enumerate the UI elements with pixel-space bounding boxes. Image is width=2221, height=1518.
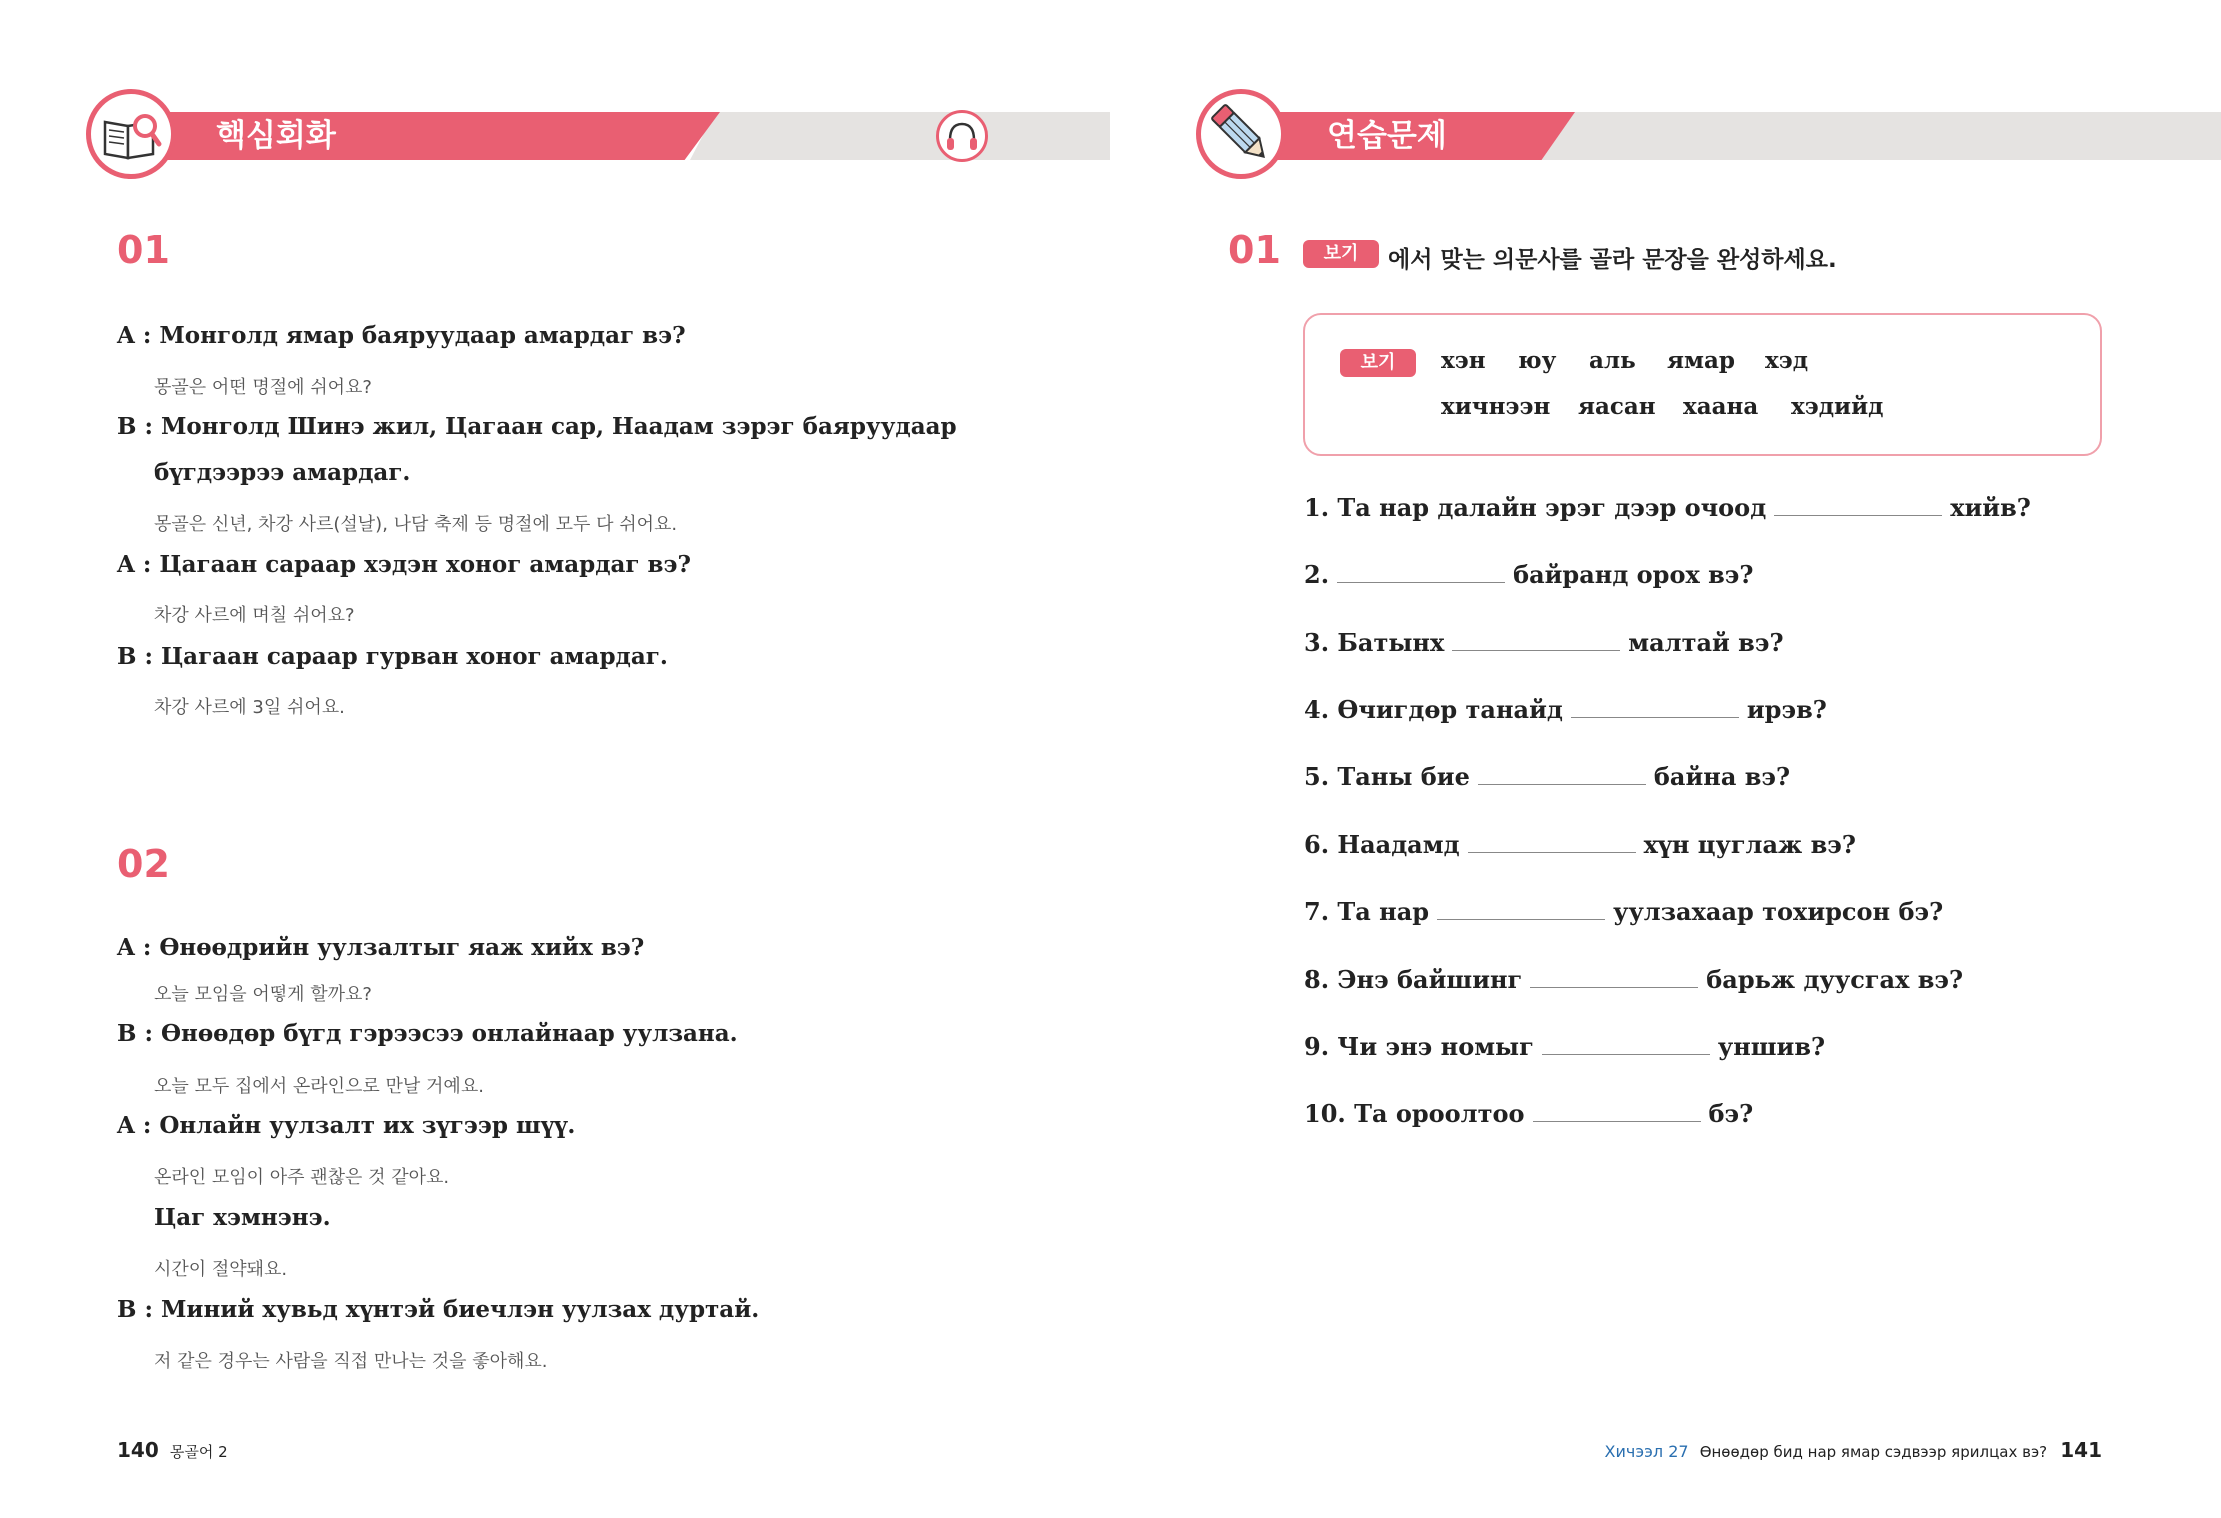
word-bank-item: аль bbox=[1589, 347, 1636, 374]
question-text: уулзахаар тохирсон бэ? bbox=[1613, 897, 1944, 926]
pencil-icon bbox=[1201, 94, 1281, 174]
translation-line: 차강 사르에 3일 쉬어요. bbox=[154, 697, 345, 718]
word-bank bbox=[1303, 313, 2102, 456]
right-header-title: 연습문제 bbox=[1327, 118, 1447, 154]
question-text: ирэв? bbox=[1746, 695, 1827, 724]
question-text: хийв? bbox=[1950, 493, 2031, 522]
question-1 bbox=[1304, 493, 2031, 522]
dialog-line: B : Өнөөдөр бүгд гэрээсээ онлайнаар уулзана. bbox=[117, 1020, 738, 1047]
exercise-instruction: 에서 맞는 의문사를 골라 문장을 완성하세요. bbox=[1388, 247, 1837, 273]
translation-line: 온라인 모임이 아주 괜찮은 것 같아요. bbox=[154, 1167, 450, 1188]
question-text: малтай вэ? bbox=[1628, 628, 1784, 657]
translation-line: 저 같은 경우는 사람을 직접 만나는 것을 좋아해요. bbox=[154, 1351, 548, 1372]
right-footer bbox=[1605, 1438, 2102, 1462]
dialog-line: B : Монголд Шинэ жил, Цагаан сар, Наадам зэрэг баяруудаар bbox=[117, 413, 957, 440]
book-title: 몽골어 2 bbox=[169, 1443, 228, 1461]
question-text: хүн цуглаж вэ? bbox=[1643, 830, 1856, 859]
lesson-label: Хичээл 27 bbox=[1604, 1442, 1689, 1461]
question-2 bbox=[1304, 560, 1753, 589]
left-header-band bbox=[690, 112, 1110, 160]
question-9 bbox=[1304, 1032, 1825, 1061]
exercise-number: 01 bbox=[1228, 228, 1281, 272]
word-bank-item: хэдийд bbox=[1791, 393, 1884, 420]
answer-blank[interactable] bbox=[1530, 965, 1698, 988]
answer-blank[interactable] bbox=[1337, 560, 1505, 583]
question-text: уншив? bbox=[1717, 1032, 1826, 1061]
answer-blank[interactable] bbox=[1452, 628, 1620, 651]
question-10 bbox=[1304, 1099, 1753, 1128]
dialog-line: A : Өнөөдрийн уулзалтыг яаж хийх вэ? bbox=[117, 934, 645, 961]
right-header-badge bbox=[1196, 89, 1286, 179]
right-header-band bbox=[1530, 112, 2221, 160]
question-4 bbox=[1304, 695, 1827, 724]
question-text: 8. Энэ байшинг bbox=[1304, 965, 1523, 994]
answer-blank[interactable] bbox=[1542, 1032, 1710, 1055]
answer-blank[interactable] bbox=[1468, 830, 1636, 853]
question-text: 5. Таны бие bbox=[1304, 762, 1470, 791]
answer-blank[interactable] bbox=[1571, 695, 1739, 718]
question-text: 2. bbox=[1304, 560, 1330, 589]
question-text: 4. Өчигдөр танайд bbox=[1304, 695, 1563, 724]
word-bank-item: ямар bbox=[1667, 347, 1735, 374]
dialog-line: B : Цагаан сараар гурван хоног амардаг. bbox=[117, 643, 668, 670]
question-text: байна вэ? bbox=[1653, 762, 1791, 791]
question-text: 1. Та нар далайн эрэг дээр очоод bbox=[1304, 493, 1767, 522]
translation-line: 몽골은 신년, 차강 사르(설날), 나담 축제 등 명절에 모두 다 쉬어요. bbox=[154, 514, 678, 535]
translation-line: 시간이 절약돼요. bbox=[154, 1259, 288, 1280]
question-text: барьж дуусгах вэ? bbox=[1706, 965, 1964, 994]
word-bank-item: хичнээн bbox=[1441, 393, 1551, 420]
left-header-title: 핵심회화 bbox=[216, 118, 336, 154]
dialog-line: бүгдээрээ амардаг. bbox=[154, 459, 411, 486]
answer-blank[interactable] bbox=[1437, 897, 1605, 920]
lesson-title: Өнөөдөр бид нар ямар сэдвээр ярилцах вэ? bbox=[1699, 1443, 2048, 1461]
dialog-line: B : Миний хувьд хүнтэй биечлэн уулзах дуртай. bbox=[117, 1296, 760, 1323]
word-bank-item: хаана bbox=[1683, 393, 1759, 420]
dialog-line: Цаг хэмнэнэ. bbox=[154, 1204, 331, 1231]
question-text: бэ? bbox=[1708, 1099, 1754, 1128]
word-bank-tag: 보기 bbox=[1340, 349, 1416, 377]
word-bank-item: хэд bbox=[1765, 347, 1809, 374]
section-number-02: 02 bbox=[117, 842, 170, 886]
book-magnifier-icon bbox=[91, 94, 171, 174]
bogi-tag: 보기 bbox=[1303, 240, 1379, 268]
translation-line: 차강 사르에 며칠 쉬어요? bbox=[154, 605, 355, 626]
question-text: 10. Та ороолтоо bbox=[1304, 1099, 1525, 1128]
question-text: 6. Наадамд bbox=[1304, 830, 1460, 859]
translation-line: 몽골은 어떤 명절에 쉬어요? bbox=[154, 377, 372, 398]
answer-blank[interactable] bbox=[1478, 762, 1646, 785]
answer-blank[interactable] bbox=[1533, 1099, 1701, 1122]
page-number: 140 bbox=[117, 1438, 159, 1462]
question-text: 7. Та нар bbox=[1304, 897, 1430, 926]
question-5 bbox=[1304, 762, 1790, 791]
question-text: 3. Батынх bbox=[1304, 628, 1445, 657]
word-bank-item: юу bbox=[1518, 347, 1557, 374]
question-8 bbox=[1304, 965, 1963, 994]
dialog-line: A : Цагаан сараар хэдэн хоног амардаг вэ? bbox=[117, 551, 691, 578]
left-footer bbox=[117, 1438, 228, 1462]
question-3 bbox=[1304, 628, 1784, 657]
dialog-line: A : Онлайн уулзалт их зүгээр шүү. bbox=[117, 1112, 576, 1139]
page-number: 141 bbox=[2060, 1438, 2102, 1462]
dialog-line: A : Монголд ямар баяруудаар амардаг вэ? bbox=[117, 322, 686, 349]
audio-button[interactable] bbox=[936, 110, 988, 162]
headphones-icon bbox=[939, 113, 985, 159]
section-number-01: 01 bbox=[117, 228, 170, 272]
translation-line: 오늘 모두 집에서 온라인으로 만날 거예요. bbox=[154, 1076, 484, 1097]
word-bank-item: хэн bbox=[1441, 347, 1486, 374]
translation-line: 오늘 모임을 어떻게 할까요? bbox=[154, 984, 372, 1005]
question-text: байранд орох вэ? bbox=[1513, 560, 1754, 589]
answer-blank[interactable] bbox=[1774, 493, 1942, 516]
question-text: 9. Чи энэ номыг bbox=[1304, 1032, 1534, 1061]
left-header-badge bbox=[86, 89, 176, 179]
question-7 bbox=[1304, 897, 1943, 926]
word-bank-item: яасан bbox=[1578, 393, 1656, 420]
question-6 bbox=[1304, 830, 1856, 859]
